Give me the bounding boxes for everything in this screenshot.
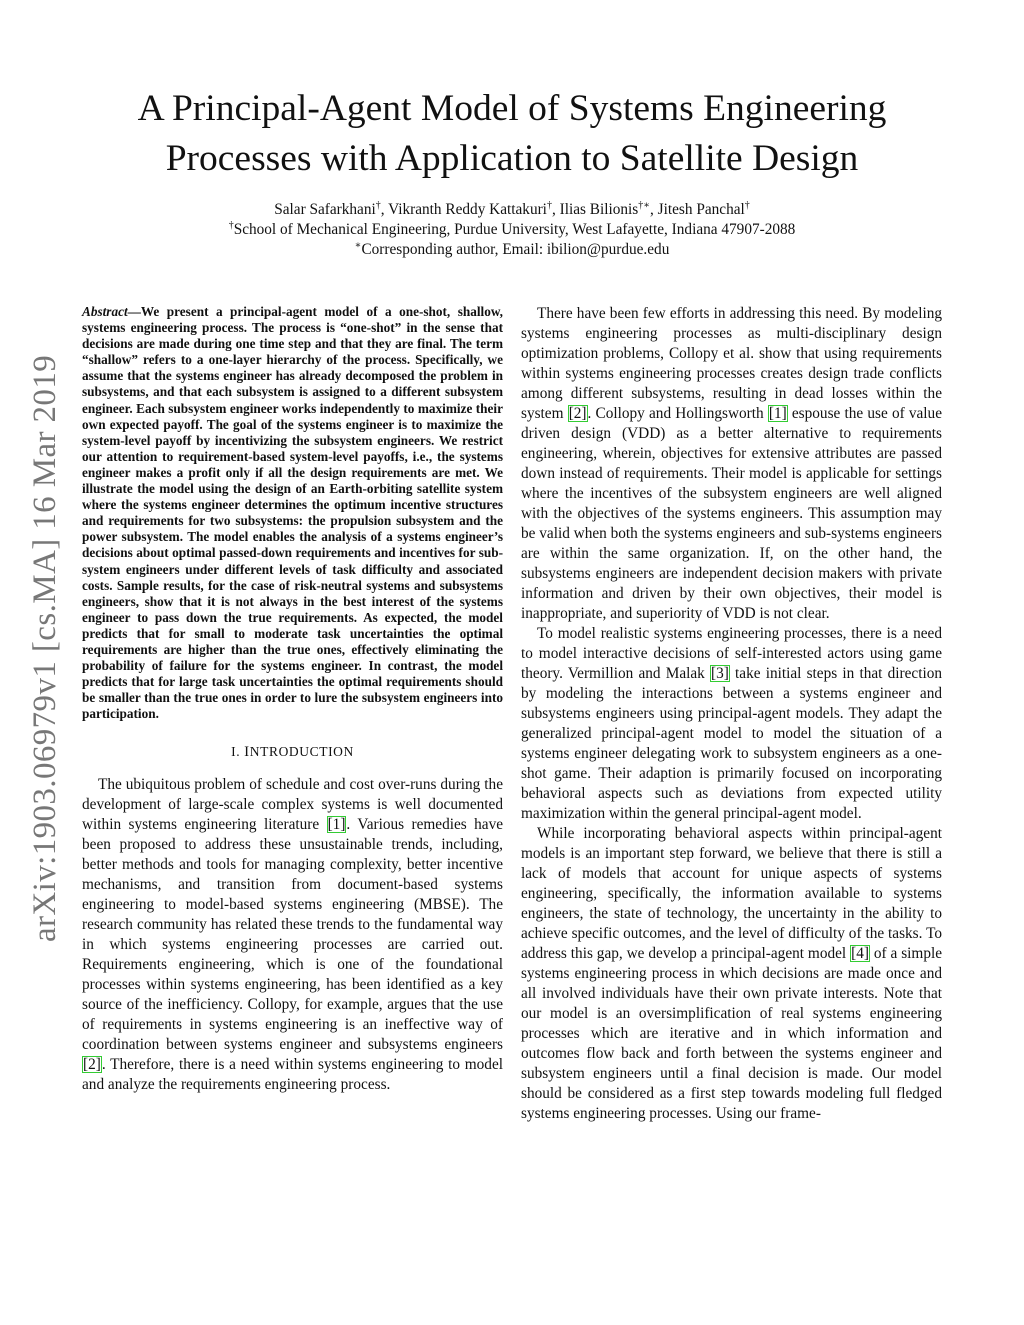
- left-column: [82, 304, 503, 1095]
- affiliation-mark: †: [228, 219, 234, 231]
- abstract-text: —We present a principal-agent model of a one-shot, shallow, systems engineering process. The process is “one-shot” in the sense that decisions are made during one time step and that they are final. The term “shallow” refers to a one-layer hierarchy of the process. Specifically, we assume that the systems engineer has already decomposed the problem in subsystems, and that each subsystem is assigned to a different subsystem engineer. Each subsystem engineer works independently to maximize their own expected payoff. The goal of the systems engineer is to maximize the system-level payoff by incentivizing the subsystem engineers. We restrict our attention to requirement-based system-level payoffs, i.e., the systems engineer makes a profit only if all the design requirements are met. We illustrate the model using the design of an Earth-orbiting satellite system where the systems engineer determines the optimum incentive structures and requirements for two subsystems: the propulsion subsystem and the power subsystem. The model enables the analysis of a systems engineer’s decisions about optimal passed-down requirements and incentives for sub-system engineers under different levels of task difficulty and associated costs. Sample results, for the case of risk-neutral systems and subsystems engineers, show that it is not always in the best interest of the systems engineer to pass down the true requirements. As expected, the model predicts that for small to moderate task uncertainties the optimal requirements are higher than the true ones, effectively eliminating the probability of failure for the systems engineer. In contrast, the model predicts that for large task uncertainties the optimal requirements should be smaller than the true ones in order to lure the subsystem engineers into participation.: [82, 304, 503, 722]
- corresponding-mark: ∗: [354, 239, 362, 251]
- author-list: Salar Safarkhani†, Vikranth Reddy Kattakuri†, Ilias Bilionis†∗, Jitesh Panchal†: [274, 199, 750, 218]
- section-title-initial: I: [244, 744, 250, 761]
- affiliation: [80, 220, 944, 240]
- citation-link[interactable]: [2]: [568, 405, 587, 422]
- citation-link[interactable]: [4]: [851, 945, 869, 962]
- author-block: [80, 200, 944, 260]
- author-name: Ilias Bilionis: [559, 201, 639, 218]
- section-heading-introduction: [82, 744, 503, 761]
- author-name: Salar Safarkhani: [274, 201, 376, 218]
- right-column: [521, 304, 942, 1124]
- author-name: Jitesh Panchal: [657, 201, 745, 218]
- text-run: take initial steps in that direction by modeling the interactions between a systems engineer and subsystems engineers using principal-agent models. They adapt the generalized principal-agent model to model the situation of a systems engineer delegating work to subsystem engineers as a one-shot game. Their adaption is primarily focused on incorporating behavioral aspects such as deviations from expected utility maximization within the general principal-agent model.: [521, 665, 942, 822]
- text-run: The ubiquitous problem of schedule and cost over-runs during the development of large-scale complex systems is well documented within systems engineering literature: [82, 776, 503, 834]
- author-mark: †: [744, 199, 750, 211]
- paper-title-line-2: Processes with Application to Satellite Design: [165, 138, 859, 179]
- text-run: There have been few efforts in addressing this need. By modeling systems engineering processes as multi-disciplinary design optimization problems, Collopy et al. show that using requirements within systems engineering processes creates design trade conflicts among different subsystems, resulting in dead losses within the system: [521, 305, 942, 422]
- citation-link[interactable]: [1]: [327, 816, 346, 834]
- intro-paragraph-3: [521, 624, 942, 824]
- affiliation-text: School of Mechanical Engineering, Purdue University, West Lafayette, Indiana 47907-2088: [233, 221, 796, 238]
- text-run: While incorporating behavioral aspects within principal-agent models is an important step forward, we believe that there is still a lack of models that account for unique aspects of systems engineering, specifically, the information available to systems engineers, the state of technology, the uncertainty in the ability to achieve specific outcomes, and the level of difficulty of the tasks. To address this gap, we develop a principal-agent model: [521, 825, 942, 962]
- author-mark: †∗: [638, 199, 651, 211]
- text-run: of a simple systems engineering process in which decisions are made once and all involved individuals have their own private interests. Note that our model is an oversimplification of real systems engineering processes which are iterative and in which information and outcomes flow back and forth between the systems engineer and subsystem engineers until a final decision is made. Our model should be considered as a first step towards modeling full fledged systems engineering processes. Using our frame-: [521, 945, 943, 1122]
- text-run: To model realistic systems engineering processes, there is a need to model interactive decisions of self-interested actors using game theory. Vermillion and Malak: [521, 625, 942, 682]
- text-run: . Various remedies have been proposed to address these unsustainable trends, including, better methods and tools for managing complexity, better incentive mechanisms, and transition from document-based systems engineering to model-based systems engineering (MBSE). The research community has related these trends to the fundamental way in which systems engineering processes are carried out. Requirements engineering, which is one of the foundational processes within systems engineering, has been identified as a key source of the inefficiency. Collopy, for example, argues that the use of requirements in systems engineering is an ineffective way of coordination between systems engineer and subsystems engineers: [82, 816, 504, 1054]
- author-mark: †: [375, 199, 381, 211]
- corresponding-text: Corresponding author, Email: ibilion@purdue.edu: [361, 241, 670, 258]
- paper-title: [60, 84, 964, 184]
- corresponding-author: [80, 240, 944, 260]
- citation-link[interactable]: [3]: [711, 665, 729, 682]
- intro-paragraph-2: [521, 304, 942, 624]
- author-mark: †: [546, 199, 552, 211]
- intro-paragraph-4: [521, 824, 942, 1124]
- author-name: Vikranth Reddy Kattakuri: [388, 201, 547, 218]
- citation-link[interactable]: [2]: [83, 1056, 101, 1074]
- intro-paragraph-1: [82, 775, 503, 1095]
- text-run: . Collopy and Hollingsworth: [587, 405, 768, 422]
- abstract-label: Abstract: [82, 304, 128, 319]
- section-title-rest: NTRODUCTION: [249, 744, 354, 760]
- text-run: espouse the use of value driven design (VDD) as a better alternative to requirements engineering, wherein, objectives for extensive attributes are passed down instead of requirements. Their model is applicable for settings where the incentives of the subsystem engineers are well aligned with the objectives of the systems engineers. This assumption may be valid when both the systems engineers and sub-systems engineers are within the same organization. If, on the other hand, the subsystems engineers are independent decision makers with private information and driven by their own objectives, their model is inappropriate, and superiority of VDD is not clear.: [521, 405, 943, 622]
- abstract: [82, 304, 503, 722]
- citation-link[interactable]: [1]: [768, 405, 787, 422]
- paper-title-line-1: A Principal-Agent Model of Systems Engineering: [137, 88, 887, 129]
- text-run: . Therefore, there is a need within systems engineering to model and analyze the requirements engineering process.: [82, 1056, 503, 1094]
- arxiv-identifier: arXiv:1903.06979v1 [cs.MA] 16 Mar 2019: [27, 354, 63, 942]
- section-number: I.: [231, 744, 241, 760]
